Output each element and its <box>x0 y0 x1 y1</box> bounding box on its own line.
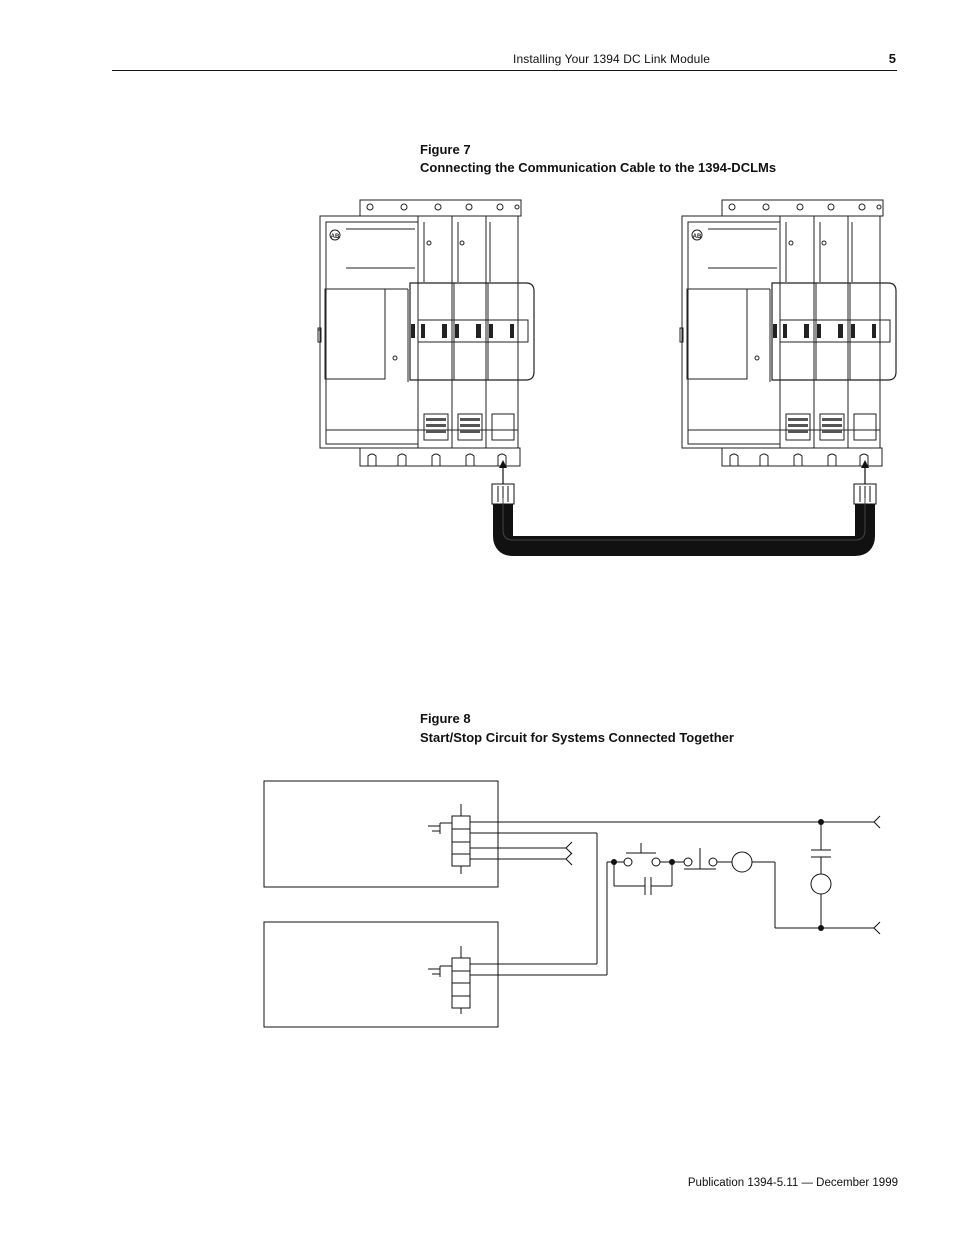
figure-8-title: Start/Stop Circuit for Systems Connected Together <box>420 730 734 745</box>
coil-symbol <box>732 852 752 872</box>
figure-8-label: Figure 8 <box>420 711 471 726</box>
page-number: 5 <box>888 51 896 66</box>
logo-left-text: AB <box>330 234 340 240</box>
running-header: Installing Your 1394 DC Link Module <box>513 52 710 66</box>
figure-7-title: Connecting the Communication Cable to the 1394-DCLMs <box>420 160 777 175</box>
terminal-block-2 <box>428 946 470 1014</box>
terminal-block-1 <box>428 804 470 874</box>
publication-footer: Publication 1394-5.11 — December 1999 <box>687 1177 898 1189</box>
indicator-symbol <box>811 874 831 894</box>
figure-7-label: Figure 7 <box>420 142 471 157</box>
logo-right-text: AB <box>692 234 702 240</box>
